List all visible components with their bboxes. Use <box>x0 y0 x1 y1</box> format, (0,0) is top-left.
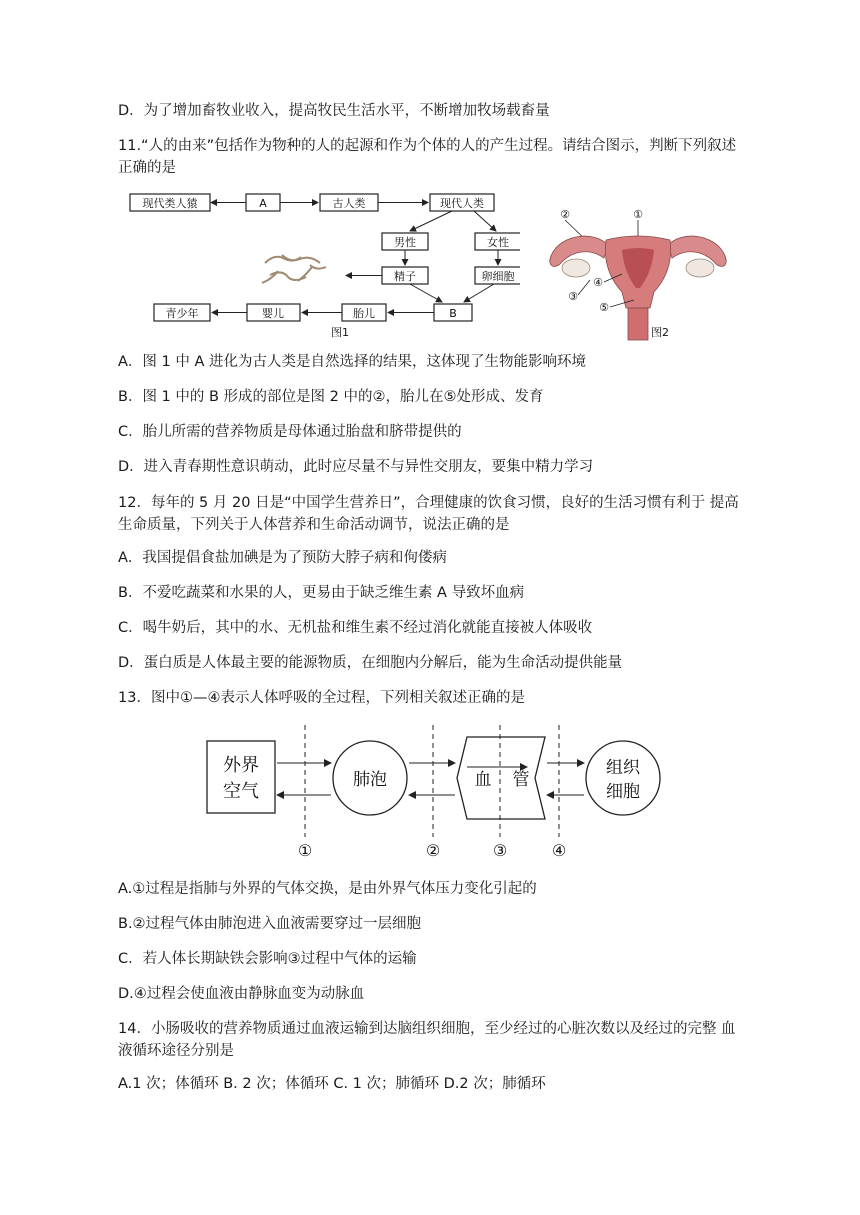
q12-option-c: C．喝牛奶后，其中的水、无机盐和维生素不经过消化就能直接被人体吸收 <box>118 620 593 636</box>
fig2-marker-3: ③ <box>568 290 578 303</box>
q13-option-c: C．若人体长期缺铁会影响③过程中气体的运输 <box>118 951 417 967</box>
process-marker-4: ④ <box>551 841 567 860</box>
q14-options: A.1 次；体循环 B. 2 次；体循环 C. 1 次；肺循环 D.2 次；肺循环 <box>118 1076 546 1092</box>
q11-option-d: D．进入青春期性意识萌动，此时应尽量不与异性交朋友，要集中精力学习 <box>118 459 594 475</box>
q12-stem: 12．每年的 5 月 20 日是“中国学生营养日”，合理健康的饮食习惯，良好的生活习惯有利于 提高生命质量，下列关于人体营养和生命活动调节，说法正确的是 <box>118 495 739 533</box>
q10-option-d: D．为了增加畜牧业收入，提高牧民生活水平，不断增加牧场载畜量 <box>118 103 550 119</box>
fig1-female: 女性 <box>487 236 509 249</box>
tissue-cell-line1: 组织 <box>606 758 640 778</box>
process-marker-1: ① <box>297 841 313 860</box>
q13-respiration-figure <box>195 725 675 865</box>
alveoli-label: 肺泡 <box>353 770 387 790</box>
outside-air-line1: 外界 <box>223 755 259 776</box>
fig1-male: 男性 <box>394 236 416 249</box>
fig2-marker-4: ④ <box>593 276 603 289</box>
q11-option-b: B．图 1 中的 B 形成的部位是图 2 中的②，胎儿在⑤处形成、发育 <box>118 389 544 405</box>
sperm-cells-illustration <box>262 255 326 283</box>
fig2-marker-2: ② <box>560 208 570 221</box>
q13-option-d: D.④过程会使血液由静脉血变为动脉血 <box>118 986 365 1002</box>
tissue-cell-line2: 细胞 <box>606 782 640 802</box>
q14-stem: 14．小肠吸收的营养物质通过血液运输到达脑组织细胞，至少经过的心脏次数以及经过的完整 血液循环途径分别是 <box>118 1021 736 1059</box>
fig1-sperm: 精子 <box>394 270 416 283</box>
vessel-blood-char: 血 <box>474 770 492 790</box>
outside-air-line2: 空气 <box>223 781 259 802</box>
process-marker-2: ② <box>425 841 441 860</box>
q11-option-c: C．胎儿所需的营养物质是母体通过胎盘和脐带提供的 <box>118 424 462 440</box>
q12-option-b: B．不爱吃蔬菜和水果的人，更易由于缺乏维生素 A 导致坏血病 <box>118 585 525 601</box>
fig1-a: A <box>259 197 267 210</box>
q13-option-b: B.②过程气体由肺泡进入血液需要穿过一层细胞 <box>118 916 422 932</box>
process-marker-3: ③ <box>492 841 508 860</box>
fig2-marker-5: ⑤ <box>599 301 609 314</box>
fig1-modern-ape: 现代类人猿 <box>142 197 198 210</box>
q11-stem: 11.“人的由来”包括作为物种的人的起源和作为个体的人的产生过程。请结合图示，判断下列叙述正确的是 <box>118 138 737 176</box>
fig1-b: B <box>449 307 457 320</box>
q12-option-a: A．我国提倡食盐加碘是为了预防大脖子病和佝偻病 <box>118 550 447 566</box>
fig1-ancient-human: 古人类 <box>332 197 366 210</box>
vessel-tube-char: 管 <box>512 770 530 790</box>
q13-option-a: A.①过程是指肺与外界的气体交换，是由外界气体压力变化引起的 <box>118 881 537 897</box>
fig2-caption: 图2 <box>651 326 669 339</box>
fig2-marker-1: ① <box>633 208 643 221</box>
fig1-fetus: 胎儿 <box>353 307 375 320</box>
fig1-caption: 图1 <box>331 326 349 339</box>
q11-figure1 <box>120 185 520 345</box>
q11-option-a: A．图 1 中 A 进化为古人类是自然选择的结果，这体现了生物能影响环境 <box>118 354 586 370</box>
q13-stem: 13．图中①—④表示人体呼吸的全过程，下列相关叙述正确的是 <box>118 690 525 706</box>
q12-option-d: D．蛋白质是人体最主要的能源物质，在细胞内分解后，能为生命活动提供能量 <box>118 655 623 671</box>
fig1-infant: 婴儿 <box>262 307 284 320</box>
fig1-egg: 卵细胞 <box>481 270 515 283</box>
fig1-teen: 青少年 <box>165 307 199 320</box>
q11-figure2 <box>538 200 738 345</box>
fig1-modern-human: 现代人类 <box>440 197 484 210</box>
